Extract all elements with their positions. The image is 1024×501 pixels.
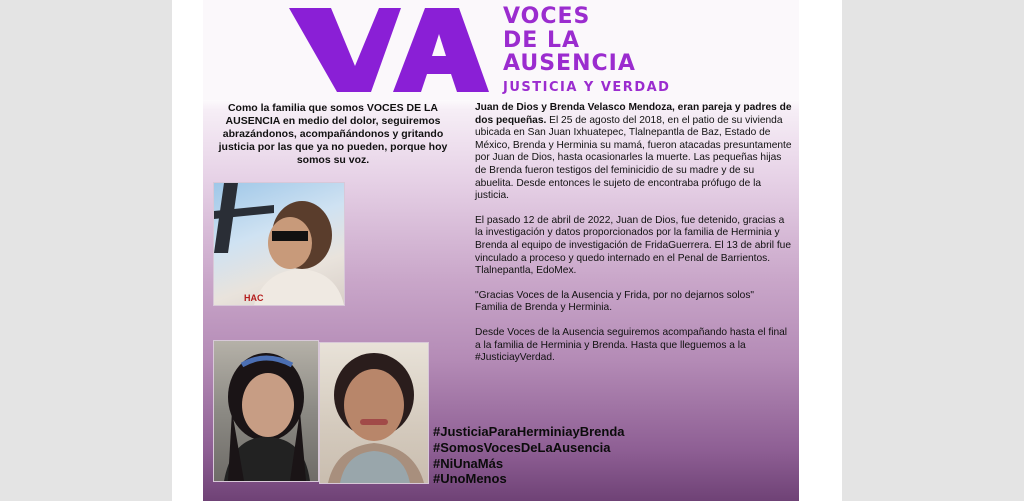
poster — [203, 0, 799, 501]
story-paragraph-1 — [475, 102, 793, 203]
shirt-print: HAC — [244, 293, 264, 303]
suspect-photo — [213, 182, 345, 306]
family-quote: "Gracias Voces de la Ausencia y Frida, por no dejarnos solos" — [475, 289, 755, 301]
story-paragraph-4: Desde Voces de la Ausencia seguiremos acompañando hasta el final a la familia de Herminia y Brenda. Hasta que lleguemos a la #JusticiayVerdad. — [475, 326, 788, 364]
victim-photo-herminia — [319, 342, 429, 484]
story-lead: Juan de Dios y Brenda Velasco Mendoza, eran pareja y padres de dos pequeñas. — [475, 102, 792, 126]
hashtag-list — [433, 424, 624, 487]
story-text — [475, 102, 793, 377]
va-logo — [289, 4, 489, 94]
right-margin — [842, 0, 1024, 501]
suspect-photo-art — [214, 183, 344, 305]
hashtag-2: #SomosVocesDeLaAusencia — [433, 439, 611, 455]
left-margin — [0, 0, 172, 501]
victim-photo-brenda — [213, 340, 319, 482]
hashtag-1: #JusticiaParaHerminiayBrenda — [433, 424, 625, 439]
brenda-photo-art — [214, 341, 318, 481]
brand-title-line-3: AUSENCIA — [503, 51, 636, 76]
story-paragraph-2: El pasado 12 de abril de 2022, Juan de Dios, fue detenido, gracias a la investigación y datos proporcionados por la familia de Herminia y Brenda al equipo de investigación de FridaGuerrera. El 13 de abril fue vinculado a proceso y quedo internado en el Penal de Barrientos. Tlalnepantla, EdoMex. — [475, 214, 792, 277]
poster-header — [203, 0, 799, 100]
hashtag-3: #NiUnaMás — [433, 455, 504, 471]
brand-subtitle: JUSTICIA Y VERDAD — [503, 80, 671, 95]
family-signature: Familia de Brenda y Herminia. — [475, 302, 613, 314]
intro-text: Como la familia que somos VOCES DE LA AUSENCIA en medio del dolor, seguiremos abrazándonos, acompañándonos y gritando justicia por las que ya no pueden, porque hoy somos su voz. — [218, 102, 448, 166]
hashtag-4: #UnoMenos — [433, 471, 507, 487]
story-body-1: El 25 de agosto del 2018, en el patio de su vivienda ubicada en San Juan Ixhuatepec, Tlalnepantla de Baz, Estado de México, Brenda y Herminia su mamá, fueron atacadas presuntamente por Juan de Dios, hasta ocasionarles la muerte. Las pequeñas hijas de Brenda fueron testigos del feminicidio de su madre y de su abuelita. Desde entonces le sujeto de encontraba prófugo de la justicia. — [475, 114, 792, 202]
brand-title-line-1: VOCES — [503, 4, 591, 29]
brand-title-line-2: DE LA — [503, 28, 580, 53]
story-paragraph-3 — [475, 290, 793, 315]
herminia-photo-art — [320, 343, 428, 483]
